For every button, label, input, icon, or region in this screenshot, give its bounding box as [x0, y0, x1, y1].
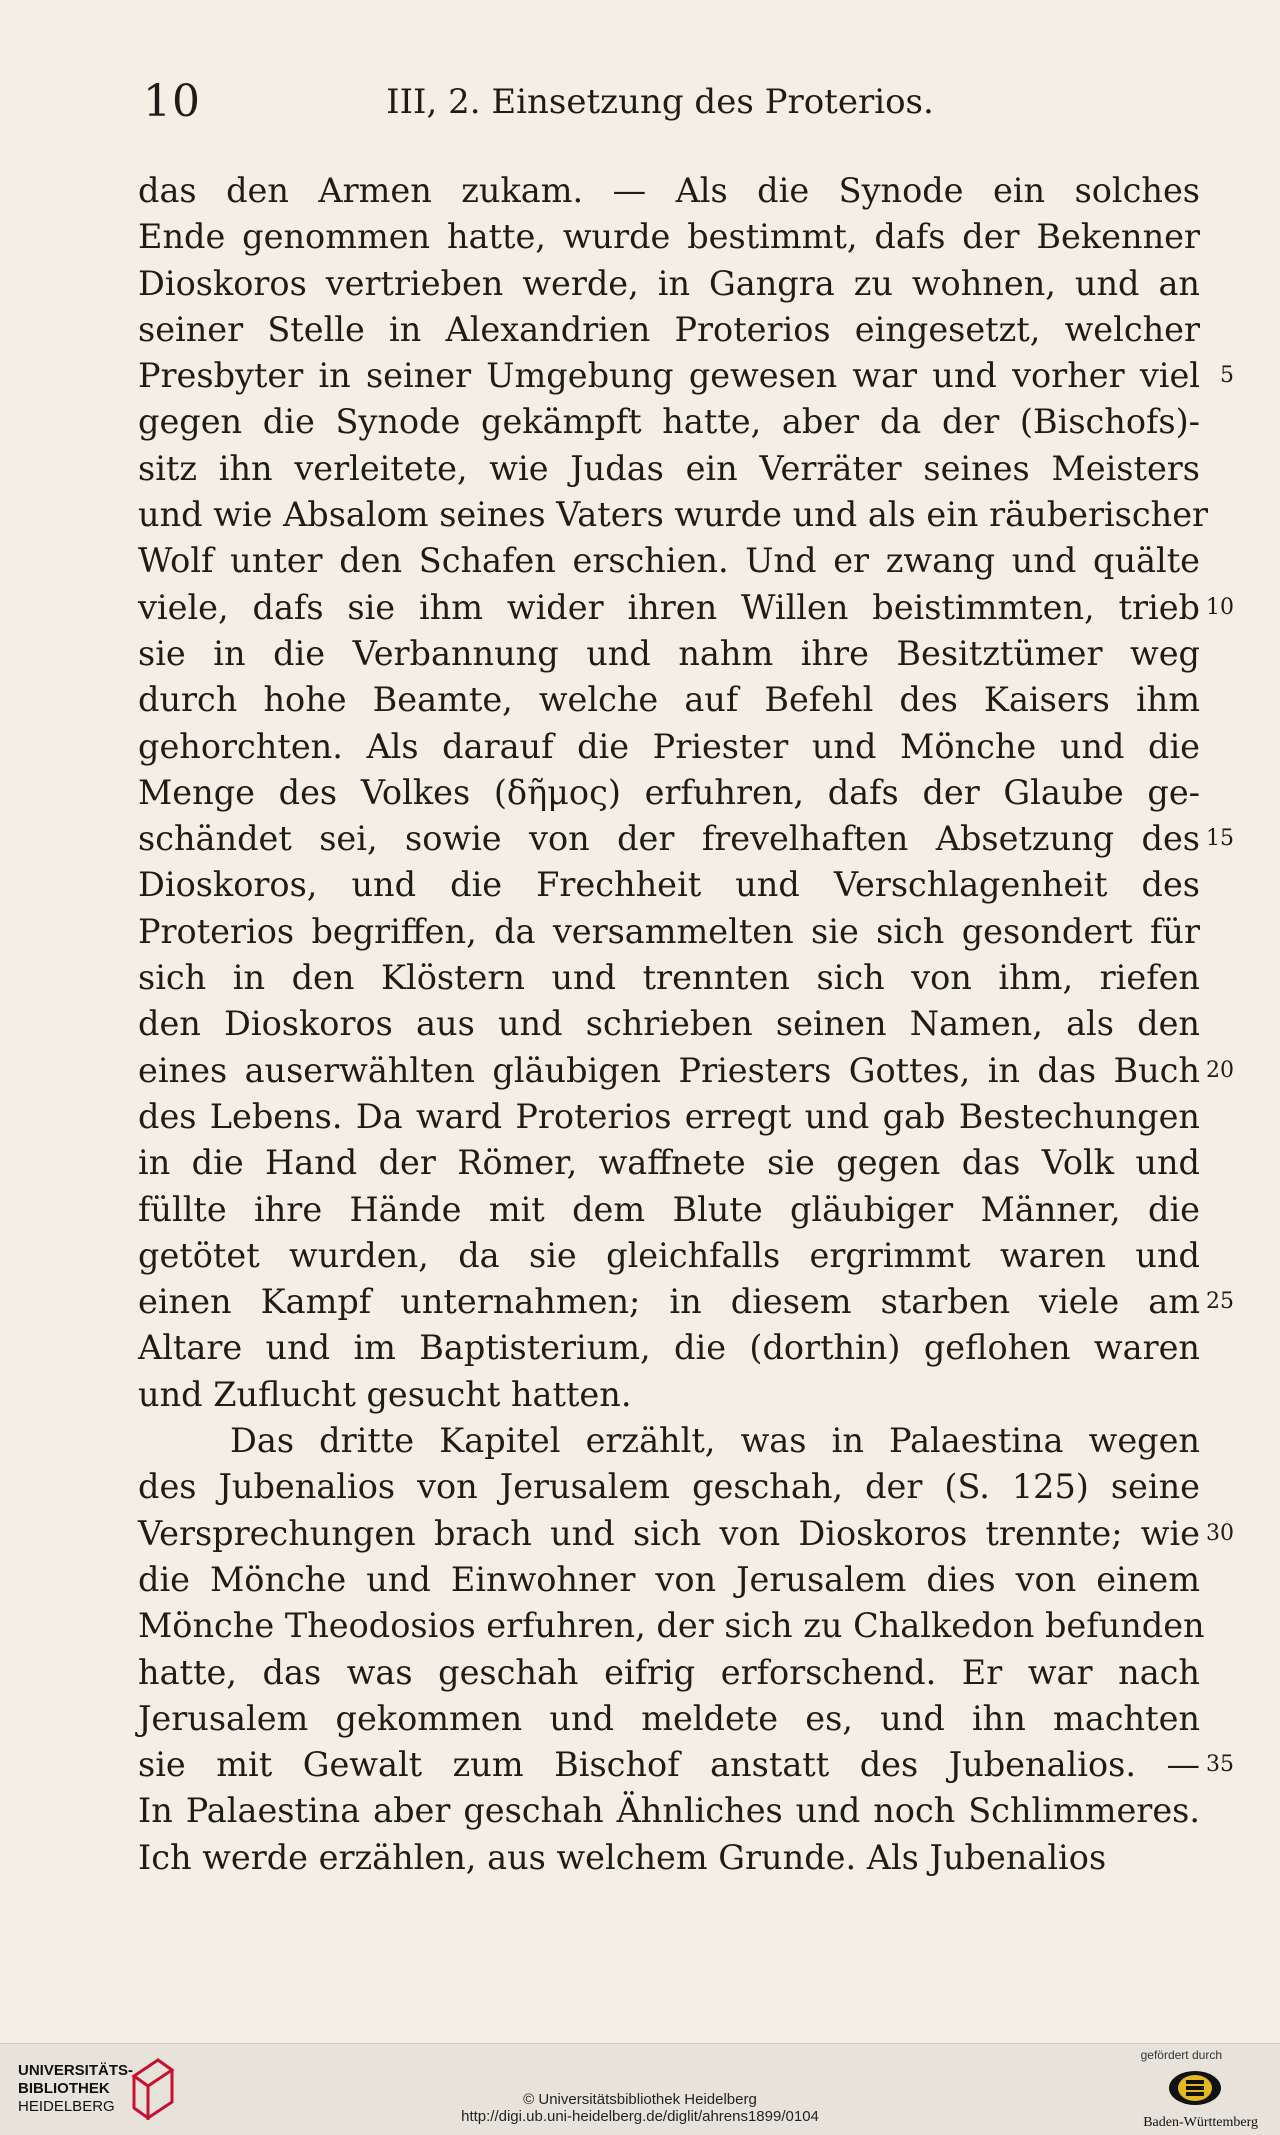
text-line — [138, 307, 1200, 353]
text-line-content: und Zuflucht gesucht hatten. — [138, 1374, 632, 1414]
text-line — [138, 446, 1200, 492]
text-line-content: Menge des Volkes (δῆμος) erfuhren, dafs der Glaube ge- — [138, 772, 1200, 812]
text-line-content: das den Armen zukam. — Als die Synode ein solches — [138, 171, 1200, 210]
line-number: 35 — [1206, 1752, 1234, 1778]
text-line-content: und wie Absalom seines Vaters wurde und als ein räuberischer — [138, 495, 1209, 535]
text-line — [138, 168, 1200, 214]
library-name-line-1: UNIVERSITÄTS- — [18, 2062, 134, 2079]
running-title: III, 2. Einsetzung des Proterios. — [386, 82, 934, 122]
text-line — [138, 1788, 1200, 1834]
text-line-content: viele, dafs sie ihm wider ihren Willen beistimmten, trieb — [138, 587, 1200, 627]
text-line — [138, 1650, 1200, 1696]
text-line — [138, 1557, 1200, 1603]
text-line-content: schändet sei, sowie von der frevelhaften Absetzung des — [138, 819, 1200, 859]
line-number: 5 — [1220, 363, 1234, 389]
text-line — [138, 538, 1200, 584]
text-line-content: Das dritte Kapitel erzählt, was in Palaestina wegen — [230, 1421, 1200, 1461]
text-line-content: Versprechungen brach und sich von Dioskoros trennte; wie — [138, 1513, 1200, 1553]
text-line — [138, 1696, 1200, 1742]
text-line — [138, 353, 1234, 399]
line-number: 10 — [1206, 594, 1234, 620]
text-line — [138, 1418, 1200, 1464]
footer-bar — [0, 2043, 1280, 2135]
text-line — [138, 909, 1200, 955]
text-line-content: eines auserwählten gläubigen Priesters Gottes, in das Buch — [138, 1050, 1200, 1090]
text-line-content: Dioskoros, und die Frechheit und Verschlagenheit des — [138, 865, 1200, 905]
text-line-content: sich in den Klöstern und trennten sich von ihm, riefen — [138, 958, 1200, 998]
text-line-content: Ich werde erzählen, aus welchem Grunde. Als Jubenalios — [138, 1837, 1107, 1877]
text-line-content: sitz ihn verleitete, wie Judas ein Verräter seines Meisters — [138, 448, 1200, 488]
text-line — [138, 1187, 1200, 1233]
text-line-content: In Palaestina aber geschah Ähnliches und noch Schlimmeres. — [138, 1791, 1200, 1831]
text-line — [138, 1742, 1234, 1788]
text-line — [138, 261, 1200, 307]
page-number: 10 — [143, 76, 201, 127]
text-line — [138, 1511, 1234, 1557]
text-line-content: seiner Stelle in Alexandrien Proterios eingesetzt, welcher — [138, 309, 1200, 349]
line-number: 15 — [1206, 826, 1234, 852]
text-line — [138, 1140, 1200, 1186]
permalink[interactable]: http://digi.ub.uni-heidelberg.de/diglit/ahrens1899/0104 — [461, 2108, 819, 2125]
text-line-content: einen Kampf unternahmen; in diesem starben viele am — [138, 1282, 1200, 1322]
text-line-content: Altare und im Baptisterium, die (dorthin) geflohen waren — [138, 1328, 1200, 1368]
text-line — [138, 1464, 1200, 1510]
text-line — [138, 1372, 1200, 1418]
text-line-content: Ende genommen hatte, wurde bestimmt, dafs der Bekenner — [138, 217, 1200, 257]
line-number: 30 — [1206, 1520, 1234, 1546]
text-line-content: Proterios begriffen, da versammelten sie sich gesondert für — [138, 911, 1200, 951]
text-line-content: Jerusalem gekommen und meldete es, und ihn machten — [138, 1698, 1200, 1738]
text-line-content: sie mit Gewalt zum Bischof anstatt des Jubenalios. — — [138, 1745, 1200, 1785]
text-line-content: füllte ihre Hände mit dem Blute gläubiger Männer, die — [138, 1189, 1200, 1229]
text-line — [138, 862, 1200, 908]
text-line — [138, 1094, 1200, 1140]
text-line-content: gegen die Synode gekämpft hatte, aber da der (Bischofs)- — [138, 402, 1200, 442]
text-line — [138, 492, 1209, 538]
text-line-content: Presbyter in seiner Umgebung gewesen war und vorher viel — [138, 356, 1200, 396]
text-line — [138, 631, 1200, 677]
text-line — [138, 214, 1200, 260]
copyright-notice — [0, 2091, 1280, 2125]
sponsor-label: gefördert durch — [1140, 2048, 1222, 2062]
text-line — [138, 585, 1234, 631]
library-name-line-2: BIBLIOTHEK — [18, 2080, 110, 2097]
text-line-content: hatte, das was geschah eifrig erforschend. Er war nach — [138, 1652, 1200, 1692]
sponsor-name: Baden-Württemberg — [1143, 2115, 1258, 2130]
coat-of-arms-icon — [1167, 2070, 1223, 2106]
text-line-content: durch hohe Beamte, welche auf Befehl des Kaisers ihm — [138, 680, 1200, 720]
text-line — [138, 724, 1200, 770]
text-line-content: Wolf unter den Schafen erschien. Und er zwang und quälte — [138, 541, 1200, 581]
text-line-content: Mönche Theodosios erfuhren, der sich zu Chalkedon befunden — [138, 1606, 1205, 1646]
text-line — [138, 399, 1200, 445]
text-line-content: des Jubenalios von Jerusalem geschah, der (S. 125) seine — [138, 1467, 1200, 1507]
text-line — [138, 1001, 1200, 1047]
text-line — [138, 1279, 1234, 1325]
text-line-content: in die Hand der Römer, waffnete sie gegen das Volk und — [138, 1143, 1200, 1183]
text-line — [138, 1048, 1234, 1094]
text-line — [138, 1233, 1200, 1279]
text-line-content: getötet wurden, da sie gleichfalls ergrimmt waren und — [138, 1235, 1200, 1275]
text-line-content: Dioskoros vertrieben werde, in Gangra zu wohnen, und an — [138, 263, 1200, 303]
text-line — [138, 1603, 1205, 1649]
text-line-content: die Mönche und Einwohner von Jerusalem dies von einem — [138, 1559, 1200, 1599]
text-line — [138, 1835, 1200, 1881]
copyright-text: © Universitätsbibliothek Heidelberg — [523, 2091, 757, 2108]
text-line — [138, 1325, 1200, 1371]
line-number: 20 — [1206, 1057, 1234, 1083]
library-name-line-3: HEIDELBERG — [18, 2098, 115, 2115]
text-line-content: gehorchten. Als darauf die Priester und Mönche und die — [138, 726, 1200, 766]
text-line — [138, 955, 1200, 1001]
body-text — [138, 168, 1234, 1881]
text-line — [138, 770, 1200, 816]
text-line — [138, 816, 1234, 862]
text-line-content: den Dioskoros aus und schrieben seinen Namen, als den — [138, 1004, 1200, 1044]
text-line — [138, 677, 1200, 723]
text-line-content: des Lebens. Da ward Proterios erregt und gab Bestechungen — [138, 1096, 1200, 1136]
text-line-content: sie in die Verbannung und nahm ihre Besitztümer weg — [138, 633, 1200, 673]
line-number: 25 — [1206, 1289, 1234, 1315]
